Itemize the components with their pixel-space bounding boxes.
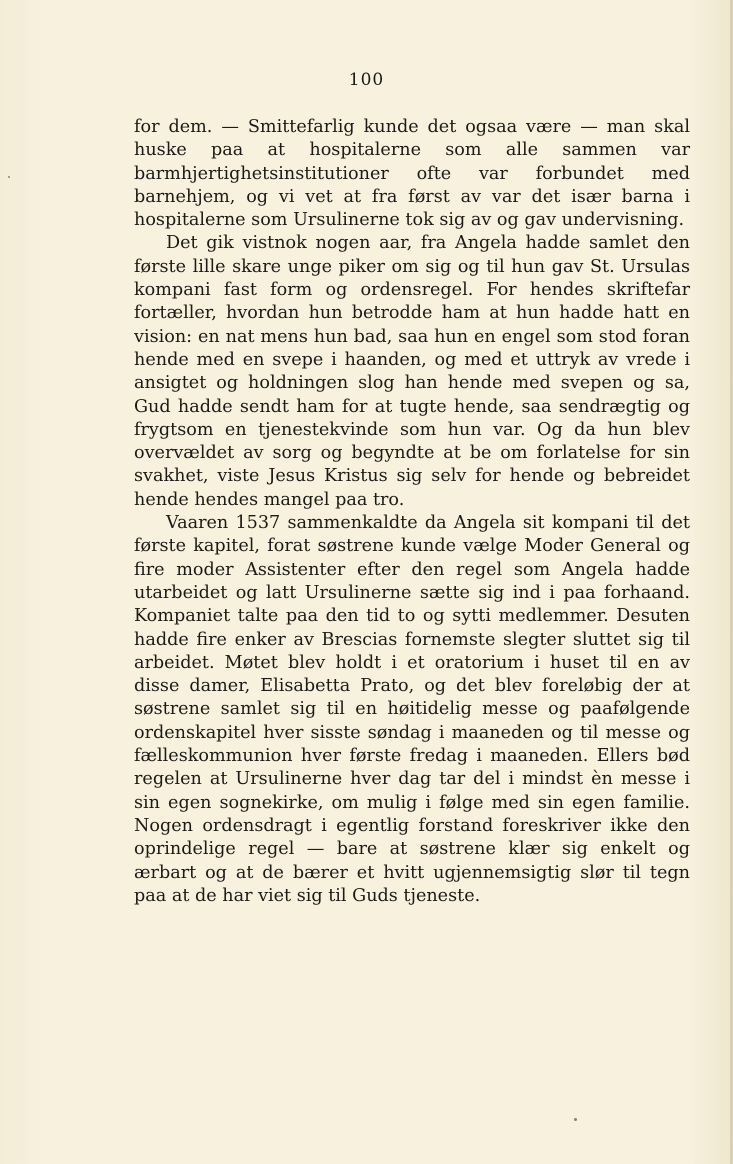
paper-speck: [574, 1118, 577, 1121]
paragraph: Det gik vistnok nogen aar, fra Angela hadde samlet den første lille skare unge piker om sig og til hun gav St. Ursulas kompani fast form og ordensregel. For hendes skriftefar fortæller, hvordan hun betrodde ham at hun hadde hatt en vision: en nat mens hun bad, saa hun en engel som stod foran hende med en svepe i haanden, og med et uttryk av vrede i ansigtet og holdningen slog han hende med svepen og sa, Gud hadde sendt ham for at tugte hende, saa sendrægtig og frygtsom en tjenestekvinde som hun var. Og da hun blev overvældet av sorg og begyndte at be om forlatelse for sin svakhet, viste Jesus Kristus sig selv for hende og bebreidet hende hendes mangel paa tro.: [134, 233, 690, 510]
paragraph: for dem. — Smittefarlig kunde det ogsaa være — man skal huske paa at hospitalerne som alle sammen var barmhjertighetsinstitutioner ofte var forbundet med barnehjem, og vi vet at fra først av var det især barna i hospitalerne som Ursulinerne tok sig av og gav undervisning.: [134, 117, 690, 231]
paragraph: Vaaren 1537 sammenkaldte da Angela sit kompani til det første kapitel, forat søstrene kunde vælge Moder General og fire moder Assistenter efter den regel som Angela hadde utarbeidet og latt Ursulinerne sætte sig ind i paa forhaand. Kompaniet talte paa den tid to og sytti medlemmer. Desuten hadde fire enker av Brescias fornemste slegter sluttet sig til arbeidet. Møtet blev holdt i et oratorium i huset til en av disse damer, Elisabetta Prato, og det blev foreløbig der at søstrene samlet sig til en høitidelig messe og paafølgende ordenskapitel hver sisste søndag i maaneden og til messe og fælleskommunion hver første fredag i maaneden. Ellers bød regelen at Ursulinerne hver dag tar del i mindst èn messe i sin egen sognekirke, om mulig i følge med sin egen familie. Nogen ordensdragt i egentlig forstand foreskriver ikke den oprindelige regel — bare at søstrene klær sig enkelt og ærbart og at de bærer et hvitt ugjennemsigtig slør til tegn paa at de har viet sig til Guds tjeneste.: [134, 513, 690, 906]
paper-speck: [8, 176, 10, 178]
page-number: 100: [348, 70, 385, 90]
body-text: [134, 116, 690, 908]
